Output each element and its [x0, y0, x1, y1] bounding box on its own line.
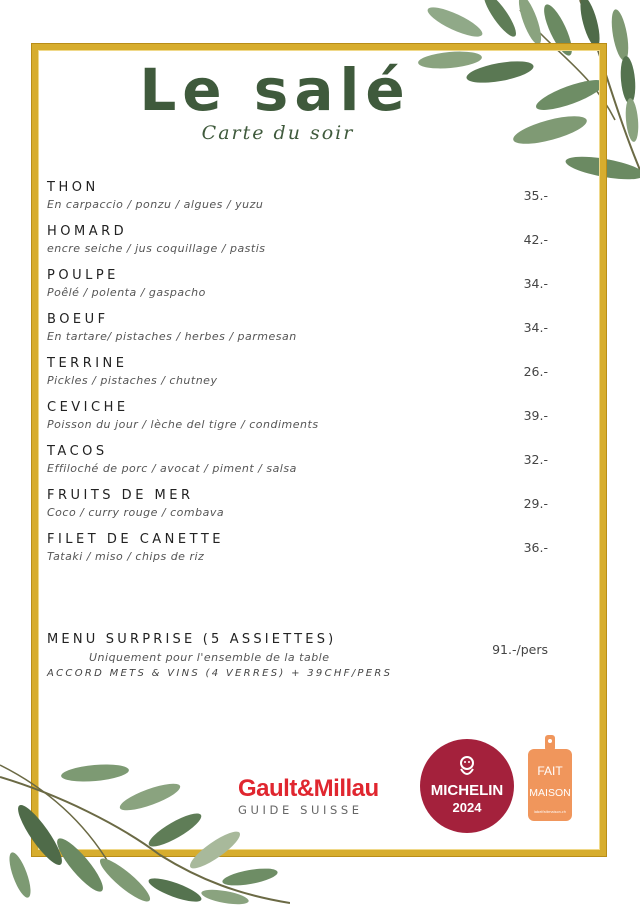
menu-item-price: 29.- [523, 496, 548, 511]
menu-item-description: En tartare/ pistaches / herbes / parmesan [47, 330, 297, 343]
menu-item-price: 39.- [523, 408, 548, 423]
fait-maison-top: FAIT [537, 764, 563, 778]
menu-item [47, 312, 552, 356]
surprise-menu-note: Uniquement pour l'ensemble de la table [89, 651, 330, 664]
menu-item [47, 224, 552, 268]
menu-item-name: BOEUF [47, 312, 109, 327]
menu-item [47, 532, 552, 576]
menu-item [47, 444, 552, 488]
menu-item [47, 268, 552, 312]
surprise-menu-price: 91.-/pers [492, 642, 548, 657]
menu-item-description: Poisson du jour / lèche del tigre / condiments [47, 418, 319, 431]
wine-pairing-note: ACCORD METS & VINS (4 VERRES) + 39CHF/PERS [47, 668, 393, 679]
michelin-label: MICHELIN [430, 782, 504, 799]
menu-item [47, 400, 552, 444]
michelin-badge [420, 739, 514, 833]
menu-item-description: Poêlé / polenta / gaspacho [47, 286, 206, 299]
menu-item-price: 34.- [523, 276, 548, 291]
menu-item-price: 26.- [523, 364, 548, 379]
fait-maison-bottom: MAISON [529, 787, 571, 799]
page-subtitle: Carte du soir [201, 122, 355, 144]
fait-maison-url: labelfaitmaison.ch [533, 810, 567, 814]
menu-item [47, 488, 552, 532]
menu-list [47, 180, 552, 576]
gault-millau-logo [238, 776, 398, 817]
menu-item [47, 356, 552, 400]
menu-item-name: FRUITS DE MER [47, 488, 194, 503]
menu-item-description: Coco / curry rouge / combava [47, 506, 225, 519]
fait-maison-label [526, 735, 574, 821]
menu-item-price: 32.- [523, 452, 548, 467]
menu-item-price: 42.- [523, 232, 548, 247]
menu-item-description: Tataki / miso / chips de riz [47, 550, 205, 563]
menu-item [47, 180, 552, 224]
gault-millau-subtitle: GUIDE SUISSE [238, 803, 363, 817]
menu-item-description: Effiloché de porc / avocat / piment / salsa [47, 462, 297, 475]
menu-item-price: 35.- [523, 188, 548, 203]
michelin-year: 2024 [452, 800, 482, 815]
menu-item-name: TACOS [47, 444, 108, 459]
bibendum-icon [455, 755, 479, 779]
menu-item-name: POULPE [47, 268, 119, 283]
menu-item-name: THON [47, 180, 99, 195]
menu-item-name: FILET DE CANETTE [47, 532, 224, 547]
menu-item-description: encre seiche / jus coquillage / pastis [47, 242, 266, 255]
menu-item-name: HOMARD [47, 224, 128, 239]
gault-millau-name: Gault&Millau [238, 775, 379, 802]
surprise-menu [47, 632, 552, 679]
page-title: Le salé [139, 56, 411, 124]
cutting-board-icon [526, 735, 574, 821]
menu-item-name: TERRINE [47, 356, 128, 371]
menu-item-price: 34.- [523, 320, 548, 335]
menu-item-name: CEVICHE [47, 400, 129, 415]
menu-item-description: Pickles / pistaches / chutney [47, 374, 218, 387]
menu-item-price: 36.- [523, 540, 548, 555]
surprise-menu-name: MENU SURPRISE (5 ASSIETTES) [47, 632, 337, 647]
menu-item-description: En carpaccio / ponzu / algues / yuzu [47, 198, 264, 211]
